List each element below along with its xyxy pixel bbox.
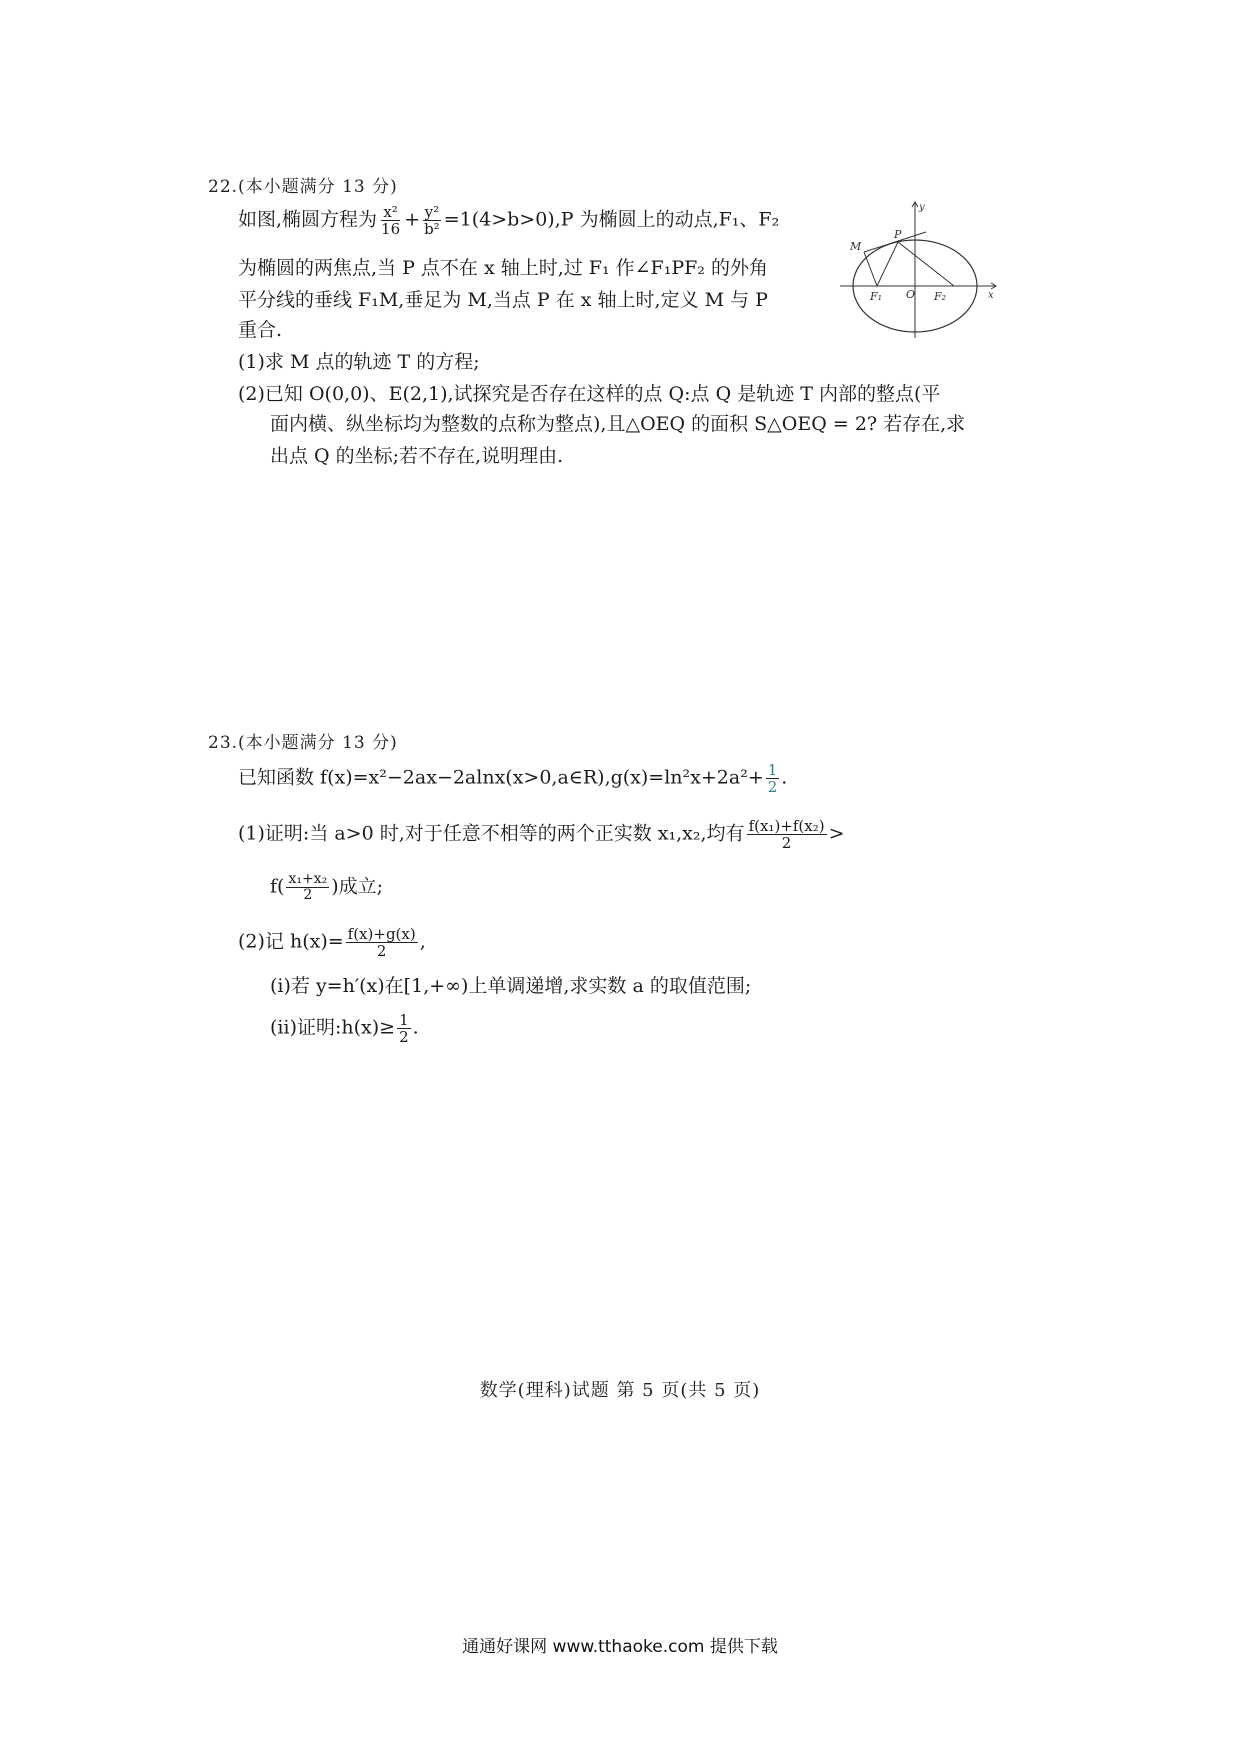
q23-part-1-line-2 — [270, 872, 383, 903]
fraction-one-half — [766, 762, 780, 795]
fraction-mean-of-f — [747, 818, 827, 851]
fraction-mean-of-x — [286, 872, 329, 903]
q22-line-3: 平分线的垂线 F₁M,垂足为 M,当点 P 在 x 轴上时,定义 M 与 P — [238, 289, 768, 311]
fraction-denominator: 16 — [381, 220, 401, 238]
source-watermark: 通通好课网 www.tthaoke.com 提供下载 — [462, 1637, 778, 1657]
fraction-h-definition — [346, 926, 418, 959]
q23-line-1 — [238, 762, 787, 795]
q23-header: 23.(本小题满分 13 分) — [208, 733, 398, 753]
fraction-numerator: x₁+x₂ — [288, 871, 328, 887]
segment-F1-M — [864, 252, 877, 286]
plus-sign: + — [404, 208, 421, 231]
point-label-O: O — [906, 288, 916, 301]
fraction-denominator: 2 — [376, 942, 387, 960]
q23-function-defs: 已知函数 f(x)=x²−2ax−2alnx(x>0,a∈R),g(x)=ln²x+2a²+ — [238, 766, 764, 789]
fraction-numerator: 1 — [767, 761, 778, 779]
period: . — [781, 766, 788, 789]
h-definition-text: (2)记 h(x)= — [238, 930, 344, 953]
q23-part-1-line-1 — [238, 818, 845, 851]
fraction-numerator: 1 — [399, 1011, 409, 1029]
greater-than: > — [828, 822, 845, 845]
fraction-denominator: 2 — [767, 778, 778, 796]
q22-part-1: (1)求 M 点的轨迹 T 的方程; — [238, 351, 480, 373]
point-label-P: P — [894, 228, 902, 241]
q22-intro-text-end: =1(4>b>0),P 为椭圆上的动点,F₁、F₂ — [443, 208, 780, 231]
period: . — [412, 1016, 419, 1039]
axis-label-x: x — [988, 290, 994, 301]
q22-part-2-line-1: (2)已知 O(0,0)、E(2,1),试探究是否存在这样的点 Q:点 Q 是轨迹 T 内部的整点(平 — [238, 383, 941, 405]
fraction-denominator: 2 — [303, 887, 313, 903]
fraction-y2-over-b2 — [422, 204, 442, 237]
q23-part-1-text: (1)证明:当 a>0 时,对于任意不相等的两个正实数 x₁,x₂,均有 — [238, 822, 745, 845]
q22-part-2-line-2: 面内横、纵坐标均为整数的点称为整点),且△OEQ 的面积 S△OEQ = 2? 若存在,求 — [270, 413, 966, 435]
q22-line-4: 重合. — [238, 319, 283, 341]
point-label-F1: F₁ — [870, 290, 883, 303]
axis-label-y: y — [919, 202, 925, 213]
point-label-F2: F₂ — [934, 290, 947, 303]
fraction-denominator: 2 — [781, 834, 792, 852]
fraction-denominator: 2 — [399, 1028, 409, 1046]
segment-F1-P — [877, 242, 898, 286]
fraction-numerator: f(x)+g(x) — [347, 925, 416, 943]
fraction-numerator: x² — [383, 203, 398, 221]
q22-header: 22.(本小题满分 13 分) — [208, 177, 398, 197]
fraction-numerator: f(x₁)+f(x₂) — [748, 817, 825, 835]
fraction-x2-over-16 — [379, 204, 402, 237]
ellipse-figure — [838, 200, 998, 340]
f-open: f( — [270, 875, 285, 898]
fraction-one-half — [397, 1012, 411, 1045]
q22-line-1 — [238, 204, 779, 237]
h-inequality-text: (ⅱ)证明:h(x)≥ — [270, 1016, 396, 1039]
q23-part-2-ii — [270, 1012, 419, 1045]
q22-intro-text: 如图,椭圆方程为 — [238, 208, 378, 231]
comma: , — [419, 930, 426, 953]
fraction-numerator: y² — [424, 203, 440, 221]
q22-line-2: 为椭圆的两焦点,当 P 点不在 x 轴上时,过 F₁ 作∠F₁PF₂ 的外角 — [238, 257, 768, 279]
point-label-M: M — [850, 240, 862, 253]
page-footer-title: 数学(理科)试题 第 5 页(共 5 页) — [479, 1380, 761, 1401]
segment-P-F2 — [898, 242, 954, 286]
q23-part-2 — [238, 926, 426, 959]
fraction-denominator: b² — [424, 220, 440, 238]
holds-text: )成立; — [331, 875, 384, 898]
q23-part-2-i: (ⅰ)若 y=h′(x)在[1,+∞)上单调递增,求实数 a 的取值范围; — [270, 975, 752, 997]
q22-part-2-line-3: 出点 Q 的坐标;若不存在,说明理由. — [270, 445, 564, 467]
